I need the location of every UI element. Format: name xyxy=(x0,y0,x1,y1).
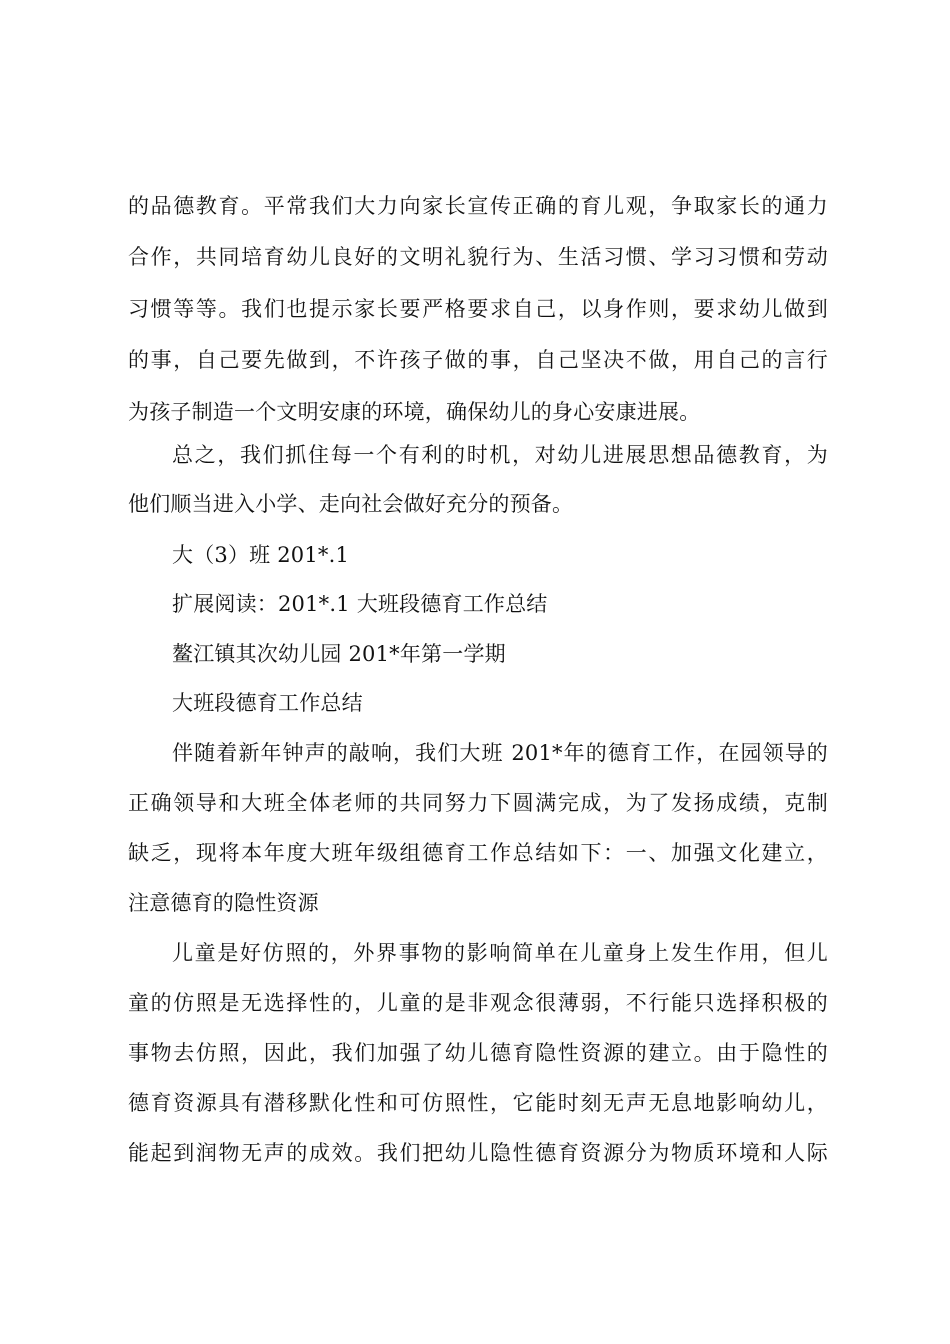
paragraph-line: 合作，共同培育幼儿良好的文明礼貌行为、生活习惯、学习习惯和劳动 xyxy=(128,245,828,269)
paragraph-line: 的事，自己要先做到，不许孩子做的事，自己坚决不做，用自己的言行 xyxy=(128,348,828,372)
paragraph-line: 为孩子制造一个文明安康的环境，确保幼儿的身心安康进展。 xyxy=(128,400,701,424)
paragraph-line: 能起到润物无声的成效。我们把幼儿隐性德育资源分为物质环境和人际 xyxy=(128,1141,828,1165)
paragraph-line: 他们顺当进入小学、走向社会做好充分的预备。 xyxy=(128,492,574,516)
paragraph-line: 注意德育的隐性资源 xyxy=(128,891,319,915)
paragraph-line: 习惯等等。我们也提示家长要严格要求自己，以身作则，要求幼儿做到 xyxy=(128,297,828,321)
paragraph-first-line: 伴随着新年钟声的敲响，我们大班 201*年的德育工作，在园领导的 xyxy=(172,741,828,765)
section-title: 大班段德育工作总结 xyxy=(172,691,363,715)
class-date-line: 大（3）班 201*.1 xyxy=(172,543,350,567)
paragraph-line: 童的仿照是无选择性的，儿童的是非观念很薄弱，不行能只选择积极的 xyxy=(128,991,828,1015)
school-term-line: 鳌江镇其次幼儿园 201*年第一学期 xyxy=(172,642,506,666)
paragraph-line: 缺乏，现将本年度大班年级组德育工作总结如下：一、加强文化建立， xyxy=(128,841,828,865)
paragraph-line: 的品德教育。平常我们大力向家长宣传正确的育儿观，争取家长的通力 xyxy=(128,194,828,218)
paragraph-first-line: 儿童是好仿照的，外界事物的影响简单在儿童身上发生作用，但儿 xyxy=(172,941,828,965)
paragraph-line: 德育资源具有潜移默化性和可仿照性，它能时刻无声无息地影响幼儿， xyxy=(128,1091,828,1115)
paragraph-line: 正确领导和大班全体老师的共同努力下圆满完成，为了发扬成绩，克制 xyxy=(128,791,828,815)
paragraph-line: 事物去仿照，因此，我们加强了幼儿德育隐性资源的建立。由于隐性的 xyxy=(128,1041,828,1065)
extended-reading-line: 扩展阅读：201*.1 大班段德育工作总结 xyxy=(172,592,548,616)
paragraph-first-line: 总之，我们抓住每一个有利的时机，对幼儿进展思想品德教育，为 xyxy=(172,443,828,467)
